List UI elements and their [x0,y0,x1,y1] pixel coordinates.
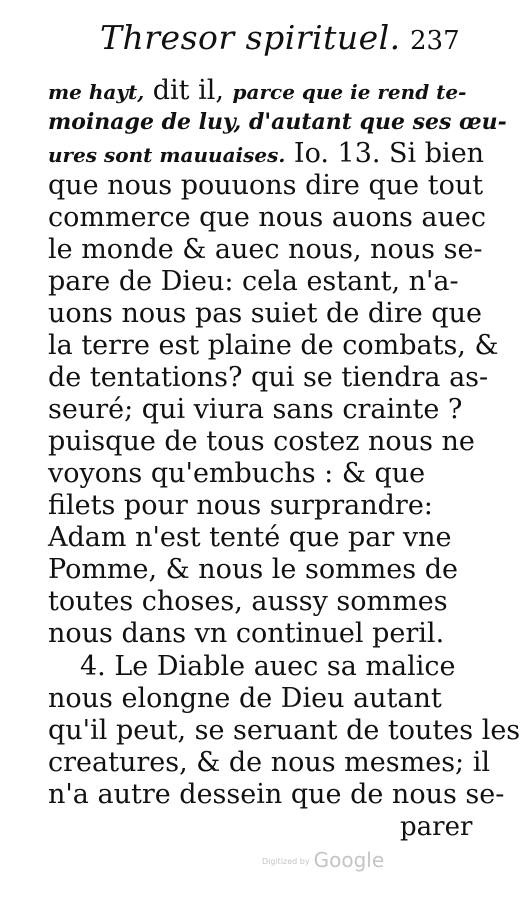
text-line-2: moinage de luy, d'autant que ses œu- [48,109,507,135]
roman-segment: dit il, [144,75,233,106]
text-line-4: que nous pouuons dire que tout [48,170,484,201]
running-title: Thresor spirituel. [100,18,401,57]
text-line-10: de tentations? qui se tiendra as- [48,362,489,393]
text-line-3 [48,137,488,172]
text-line-9: la terre est plaine de combats, & [48,330,499,361]
text-line-7: pare de Dieu: cela estant, n'a- [48,266,459,297]
text-line-22: creatures, & de nous mesmes; il [48,747,491,778]
italic-segment: ures sont mauuaises. [48,143,286,167]
text-line-16: Pomme, & nous le sommes de [48,554,458,585]
text-line-19: 4. Le Diable auec sa malice [80,651,456,682]
digitizer-watermark [262,848,384,872]
page-number: 237 [410,26,460,56]
text-line-20: nous elongne de Dieu autant [48,683,442,714]
text-line-6: le monde & auec nous, nous se- [48,234,483,265]
digitizer-prefix: Digitized by [262,857,310,866]
text-line-13: voyons qu'embuchs : & que [48,458,426,489]
text-line-5: commerce que nous auons auec [48,202,487,233]
italic-segment: parce que ie rend te- [232,80,467,104]
text-line-21: qu'il peut, se seruant de toutes les [48,715,521,746]
text-line-17: toutes choses, aussy sommes [48,586,448,617]
text-line-1 [48,74,488,109]
text-line-14: filets pour nous surprandre: [48,490,433,521]
digitizer-brand: Google [313,848,385,872]
text-line-11: seuré; qui viura sans crainte ? [48,394,463,425]
text-line-23: n'a autre dessein que de nous se- [48,779,505,810]
text-line-12: puisque de tous costez nous ne [48,426,475,457]
roman-segment: Io. 13. Si bien [285,138,485,169]
italic-segment: me hayt, [48,80,145,104]
text-line-8: uons nous pas suiet de dire que [48,298,482,329]
text-line-18: nous dans vn continuel peril. [48,618,445,649]
text-line-15: Adam n'est tenté que par vne [48,522,452,553]
catchword: parer [400,812,473,842]
